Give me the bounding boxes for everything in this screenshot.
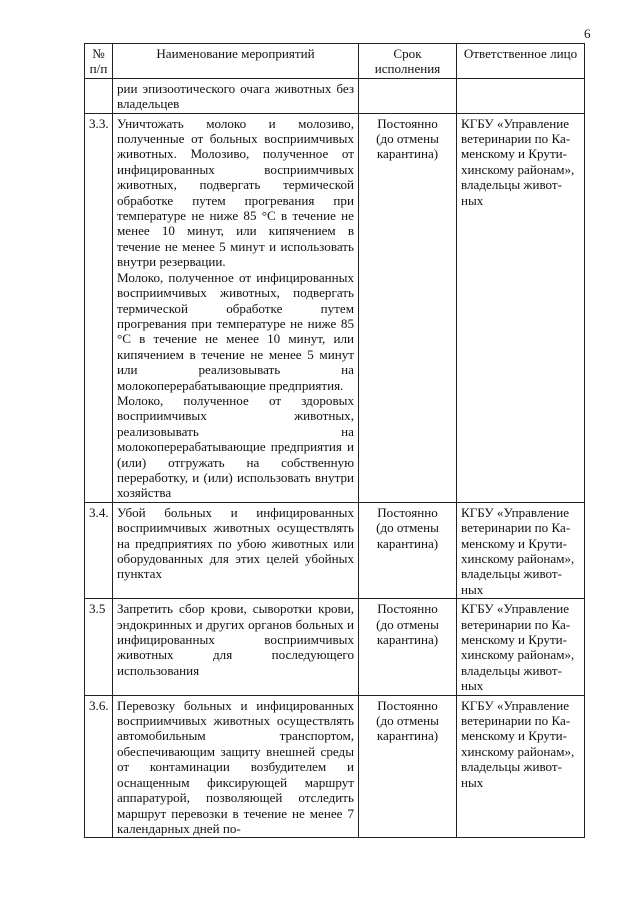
responsible-line: хинскому районам»,: [461, 647, 575, 663]
deadline-cell: [359, 599, 457, 695]
measure-description: [113, 502, 359, 598]
measure-paragraph: Запретить сбор крови, сыворотки крови, эндокринных и других органов больных и инфицированных восприимчивых животных для последующего использования: [117, 601, 354, 678]
responsible-line: хинскому районам»,: [461, 161, 575, 177]
responsible-line: ных: [461, 774, 484, 790]
header-responsible: Ответственное лицо: [457, 44, 585, 79]
responsible-line: ных: [461, 192, 484, 208]
row-number: 3.6.: [85, 695, 113, 838]
header-num: № п/п: [85, 44, 113, 79]
responsible-line: менскому и Крути-: [461, 728, 568, 744]
measure-description: [113, 113, 359, 502]
responsible-line: КГБУ «Управление: [461, 697, 570, 713]
responsible-cell: [457, 502, 585, 598]
responsible-line: ных: [461, 581, 484, 597]
measure-description: [113, 599, 359, 695]
deadline-cell: [359, 78, 457, 113]
deadline-line: (до отмены: [376, 713, 439, 729]
row-number: 3.5: [85, 599, 113, 695]
deadline-cell: [359, 695, 457, 838]
responsible-line: КГБУ «Управление: [461, 601, 570, 617]
responsible-line: владельцы живот-: [461, 662, 563, 678]
deadline-line: (до отмены: [376, 520, 439, 536]
responsible-line: хинскому районам»,: [461, 743, 575, 759]
table-row: [85, 695, 585, 838]
table-header-row: [85, 44, 585, 79]
responsible-line: КГБУ «Управление: [461, 504, 570, 520]
table-row: [85, 599, 585, 695]
measure-paragraph: Молоко, полученное от инфицированных восприимчивых животных, подвергать термической обработке путем прогревания при температуре не ниже 85 °С в течение не менее 10 минут, или кипячением в течение не менее 5 минут или реализовывать на молокоперерабатывающие предприятия.: [117, 269, 354, 393]
measure-paragraph: Уничтожать молоко и молозиво, полученные от больных восприимчивых животных. Молозиво, полученное от инфицированных восприимчивых животных, подвергать термической обработке путем прогревания при температуре не ниже 85 °С в течение не менее 10 минут, или кипячением в течение не менее 5 минут и использовать внутри резервации.: [117, 115, 354, 270]
deadline-line: карантина): [376, 728, 439, 744]
responsible-cell: [457, 599, 585, 695]
measure-paragraph: Молоко, полученное от здоровых восприимчивых животных, реализовывать на молокоперерабатывающие предприятия и (или) отгружать на собственную переработку, и (или) использовать внутри хозяйства: [117, 392, 354, 501]
responsible-line: хинскому районам»,: [461, 551, 575, 566]
deadline-line: карантина): [376, 535, 439, 551]
table-row: [85, 78, 585, 113]
deadline-line: (до отмены: [376, 616, 439, 632]
responsible-line: ных: [461, 678, 484, 694]
responsible-line: владельцы живот-: [461, 177, 563, 193]
responsible-cell: [457, 695, 585, 838]
deadline-line: Постоянно: [377, 697, 438, 713]
page-number: 6: [584, 26, 591, 41]
deadline-line: Постоянно: [377, 504, 438, 520]
deadline-line: Постоянно: [377, 115, 438, 131]
responsible-cell: [457, 113, 585, 502]
deadline-cell: [359, 502, 457, 598]
deadline-line: карантина): [376, 632, 439, 648]
header-name: Наименование мероприятий: [113, 44, 359, 79]
row-number: 3.4.: [85, 502, 113, 598]
deadline-line: карантина): [376, 146, 439, 162]
responsible-line: ветеринарии по Ка-: [461, 713, 571, 729]
row-number: 3.3.: [85, 113, 113, 502]
measure-description: [113, 695, 359, 838]
table-row: [85, 113, 585, 502]
responsible-line: ветеринарии по Ка-: [461, 520, 571, 536]
measure-paragraph: Убой больных и инфицированных восприимчивых животных осуществлять на предприятиях по убою животных или оборудованных для этих целей убойных пунктах: [117, 504, 354, 582]
responsible-line: КГБУ «Управление: [461, 115, 570, 131]
table-body: [85, 78, 585, 838]
responsible-line: владельцы живот-: [461, 759, 563, 775]
responsible-line: менскому и Крути-: [461, 535, 568, 551]
deadline-cell: [359, 113, 457, 502]
measures-table: [84, 43, 585, 838]
responsible-line: владельцы живот-: [461, 566, 563, 582]
header-term: Срок исполнения: [359, 44, 457, 79]
responsible-cell: [457, 78, 585, 113]
measure-paragraph: Перевозку больных и инфицированных восприимчивых животных осуществлять автомобильным транспортом, обеспечивающим защиту внешней среды от контаминации возбудителем и оснащенным фиксирующей маршрут аппаратурой, позволяющей отследить маршрут перевозки в течение не менее 7 календарных дней по-: [117, 697, 354, 836]
measure-paragraph: рии эпизоотического очага животных без владельцев: [117, 80, 354, 112]
responsible-line: менскому и Крути-: [461, 146, 568, 162]
row-number: [85, 78, 113, 113]
responsible-line: ветеринарии по Ка-: [461, 131, 571, 147]
responsible-line: ветеринарии по Ка-: [461, 616, 571, 632]
responsible-line: менскому и Крути-: [461, 632, 568, 648]
deadline-line: Постоянно: [377, 601, 438, 617]
table-row: [85, 502, 585, 598]
measure-description: [113, 78, 359, 113]
deadline-line: (до отмены: [376, 131, 439, 147]
